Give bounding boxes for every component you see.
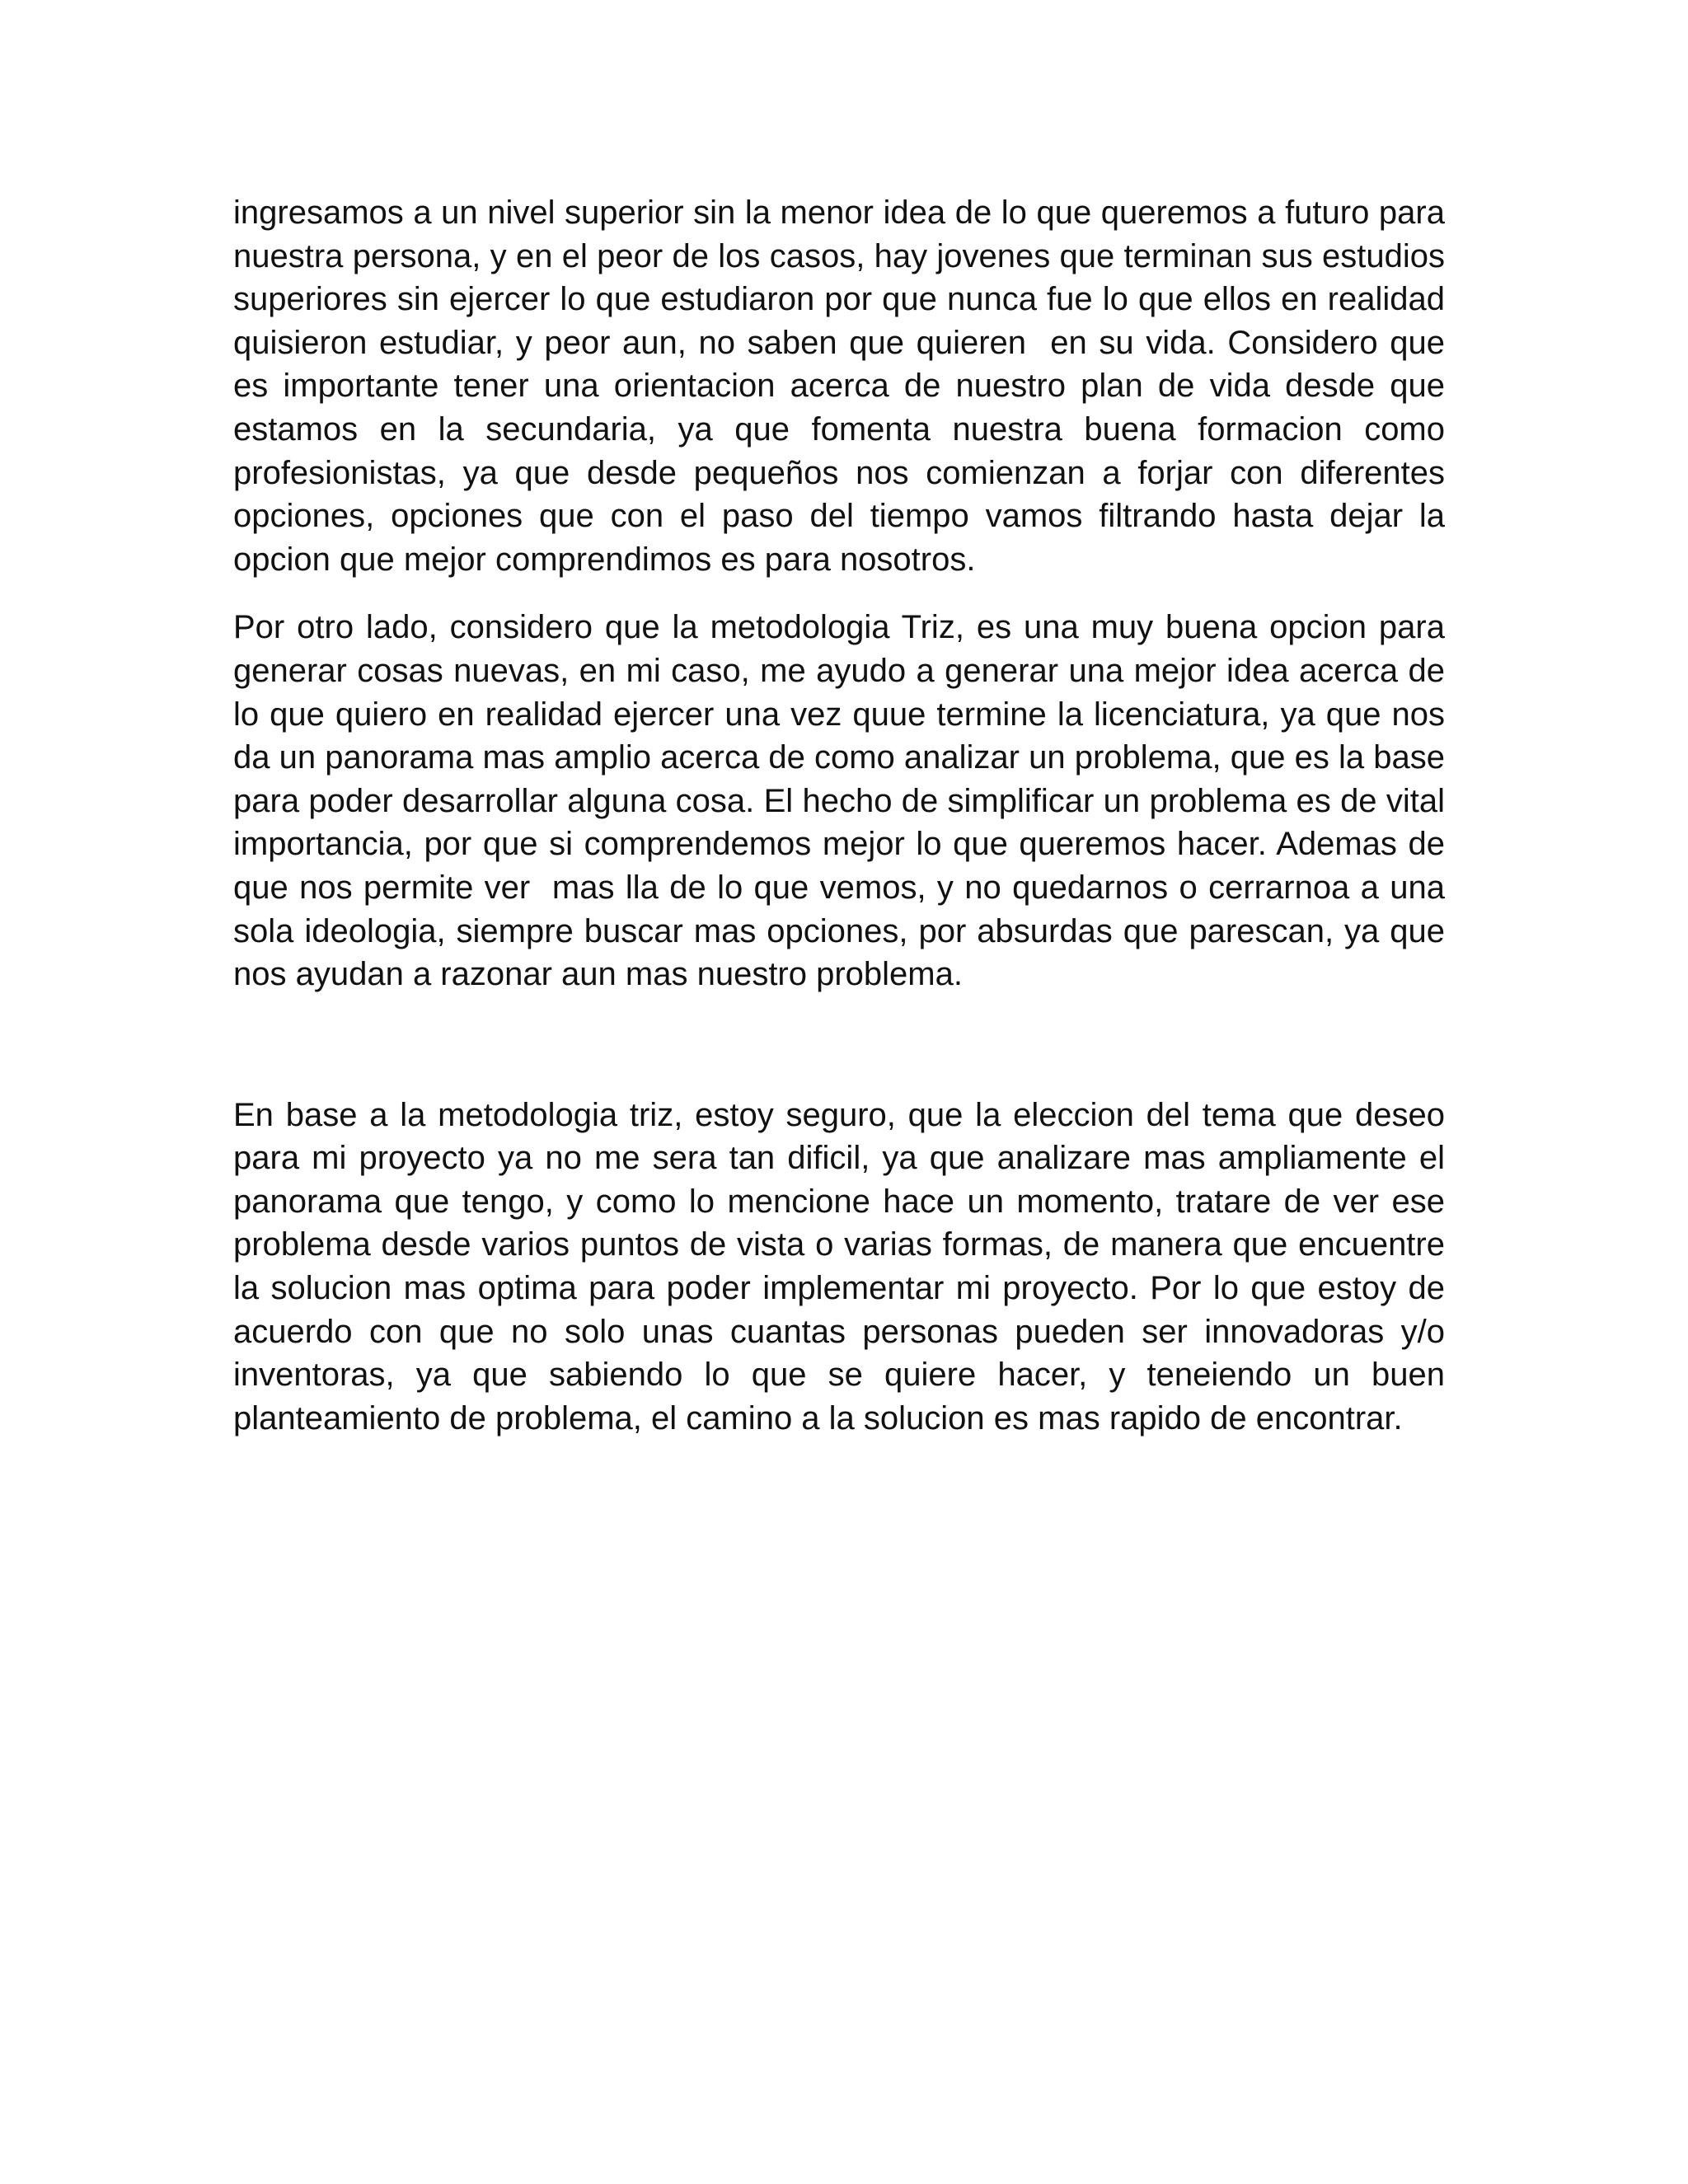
document-body [233, 191, 1455, 1440]
paragraph: En base a la metodologia triz, estoy seguro, que la eleccion del tema que deseo para mi proyecto ya no me sera tan dificil, ya que analizare mas ampliamente el panorama que tengo, y como lo mencione hace un momento, tratare de ver ese problema desde varios puntos de vista o varias formas, de manera que encuentre la solucion mas optima para poder implementar mi proyecto. Por lo que estoy de acuerdo con que no solo unas cuantas personas pueden ser innovadoras y/o inventoras, ya que sabiendo lo que se quiere hacer, y teneiendo un buen planteamiento de problema, el camino a la solucion es mas rapido de encontrar. [233, 1096, 1455, 1436]
paragraph: Por otro lado, considero que la metodologia Triz, es una muy buena opcion para generar cosas nuevas, en mi caso, me ayudo a generar una mejor idea acerca de lo que quiero en realidad ejercer una vez quue termine la licenciatura, ya que nos da un panorama mas amplio acerca de como analizar un problema, que es la base para poder desarrollar alguna cosa. El hecho de simplificar un problema es de vital importancia, por que si comprendemos mejor lo que queremos hacer. Ademas de que nos permite ver mas lla de lo que vemos, y no quedarnos o cerrarnoa a una sola ideologia, siempre buscar mas opciones, por absurdas que parescan, ya que nos ayudan a razonar aun mas nuestro problema. [233, 609, 1455, 993]
paragraph: ingresamos a un nivel superior sin la menor idea de lo que queremos a futuro para nuestra persona, y en el peor de los casos, hay jovenes que terminan sus estudios superiores sin ejercer lo que estudiaron por que nunca fue lo que ellos en realidad quisieron estudiar, y peor aun, no saben que quieren en su vida. Considero que es importante tener una orientacion acerca de nuestro plan de vida desde que estamos en la secundaria, ya que fomenta nuestra buena formacion como profesionistas, ya que desde pequeños nos comienzan a forjar con diferentes opciones, opciones que con el paso del tiempo vamos filtrando hasta dejar la opcion que mejor comprendimos es para nosotros. [233, 194, 1455, 578]
